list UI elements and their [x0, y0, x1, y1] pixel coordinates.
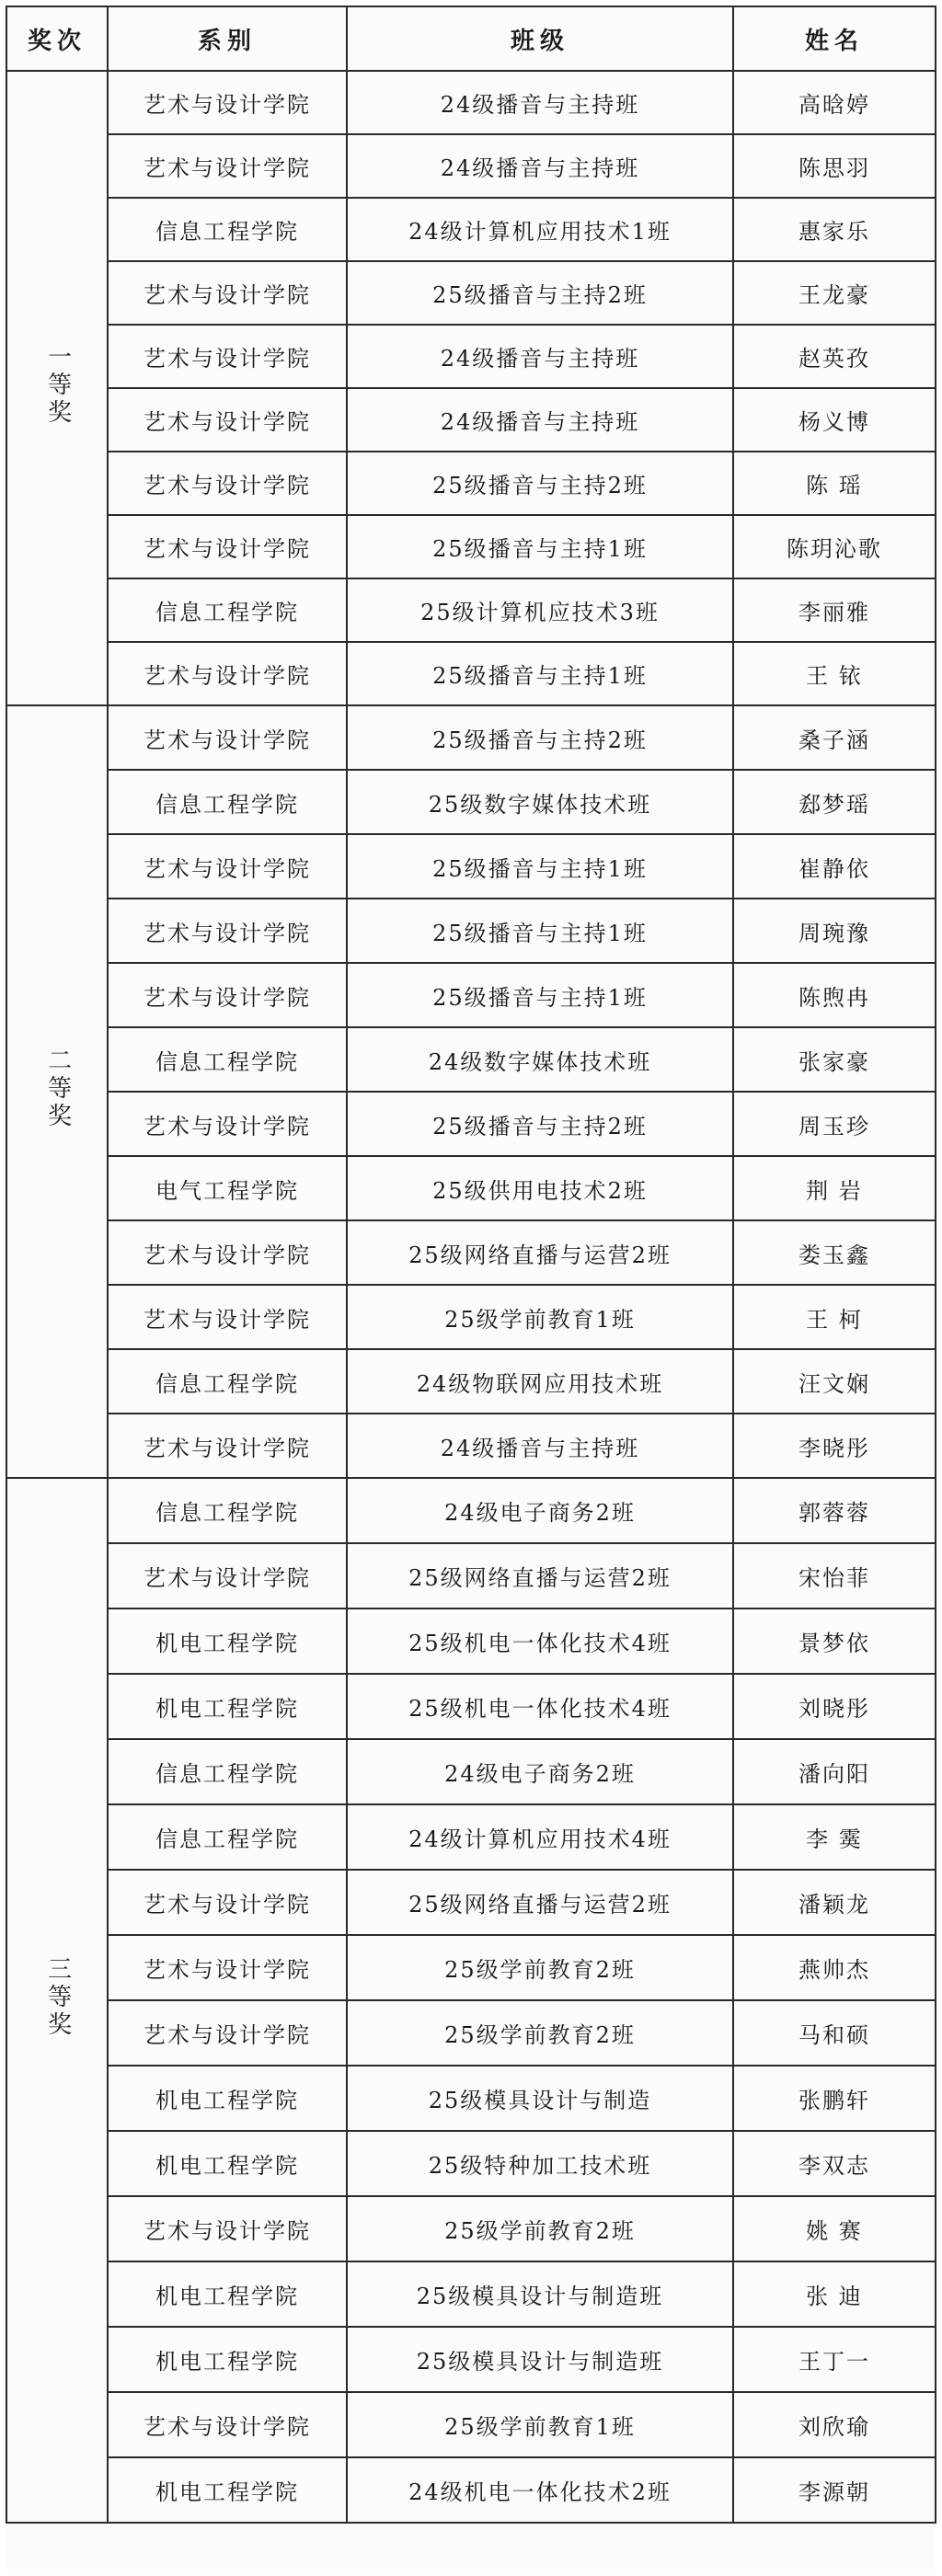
class-cell: 25级计算机应技术3班: [347, 578, 733, 642]
department-cell: 机电工程学院: [108, 1609, 347, 1674]
name-cell: 郭蓉蓉: [733, 1478, 936, 1543]
header-department: 系别: [108, 6, 347, 71]
table-row: [6, 2392, 936, 2457]
name-cell: 郄梦瑶: [733, 770, 936, 834]
award-table: [6, 6, 936, 2524]
department-cell: 艺术与设计学院: [108, 963, 347, 1027]
department-cell: 信息工程学院: [108, 1027, 347, 1092]
name-cell: 姚 赛: [733, 2196, 936, 2261]
class-cell: 24级电子商务2班: [347, 1739, 733, 1804]
table-row: [6, 1092, 936, 1156]
name-cell: 刘欣瑜: [733, 2392, 936, 2457]
tier-label-cell: [6, 705, 108, 1478]
department-cell: 艺术与设计学院: [108, 134, 347, 198]
table-row: [6, 388, 936, 452]
name-cell: 周玉珍: [733, 1092, 936, 1156]
class-cell: 25级播音与主持2班: [347, 261, 733, 325]
department-cell: 机电工程学院: [108, 2457, 347, 2523]
class-cell: 25级学前教育1班: [347, 2392, 733, 2457]
table-row: [6, 1543, 936, 1609]
table-row: [6, 899, 936, 963]
name-cell: 刘晓彤: [733, 1674, 936, 1739]
table-row: [6, 1414, 936, 1478]
header-name: 姓名: [733, 6, 936, 71]
name-cell: 李双志: [733, 2131, 936, 2196]
class-cell: 25级学前教育2班: [347, 1935, 733, 2000]
department-cell: 艺术与设计学院: [108, 1285, 347, 1349]
department-cell: 艺术与设计学院: [108, 388, 347, 452]
name-cell: 惠家乐: [733, 198, 936, 261]
name-cell: 宋怡菲: [733, 1543, 936, 1609]
tier-group-second: [6, 705, 936, 1478]
class-cell: 24级机电一体化技术2班: [347, 2457, 733, 2523]
name-cell: 桑子涵: [733, 705, 936, 770]
class-cell: 25级学前教育1班: [347, 1285, 733, 1349]
name-cell: 张家豪: [733, 1027, 936, 1092]
department-cell: 艺术与设计学院: [108, 1870, 347, 1935]
table-row: [6, 705, 936, 770]
department-cell: 信息工程学院: [108, 1739, 347, 1804]
department-cell: 艺术与设计学院: [108, 1092, 347, 1156]
department-cell: 艺术与设计学院: [108, 515, 347, 578]
department-cell: 艺术与设计学院: [108, 261, 347, 325]
table-row: [6, 198, 936, 261]
department-cell: 艺术与设计学院: [108, 1543, 347, 1609]
class-cell: 24级物联网应用技术班: [347, 1349, 733, 1414]
table-row: [6, 2261, 936, 2327]
department-cell: 艺术与设计学院: [108, 642, 347, 705]
class-cell: 24级播音与主持班: [347, 325, 733, 388]
department-cell: 信息工程学院: [108, 1349, 347, 1414]
name-cell: 杨义博: [733, 388, 936, 452]
table-row: [6, 2457, 936, 2523]
class-cell: 25级网络直播与运营2班: [347, 1220, 733, 1285]
name-cell: 王 铱: [733, 642, 936, 705]
department-cell: 信息工程学院: [108, 1478, 347, 1543]
tier-label-cell: [6, 71, 108, 705]
department-cell: 机电工程学院: [108, 2327, 347, 2392]
class-cell: 25级供用电技术2班: [347, 1156, 733, 1220]
name-cell: 赵英孜: [733, 325, 936, 388]
table-row: [6, 642, 936, 705]
department-cell: 信息工程学院: [108, 770, 347, 834]
tier-label: 二等奖: [43, 1048, 72, 1131]
table-row: [6, 452, 936, 515]
name-cell: 陈煦冉: [733, 963, 936, 1027]
table-row: [6, 1674, 936, 1739]
class-cell: 25级特种加工技术班: [347, 2131, 733, 2196]
name-cell: 王丁一: [733, 2327, 936, 2392]
name-cell: 汪文娴: [733, 1349, 936, 1414]
class-cell: 24级播音与主持班: [347, 1414, 733, 1478]
class-cell: 25级播音与主持1班: [347, 515, 733, 578]
table-row: [6, 71, 936, 134]
name-cell: 陈思羽: [733, 134, 936, 198]
class-cell: 25级播音与主持1班: [347, 899, 733, 963]
class-cell: 24级电子商务2班: [347, 1478, 733, 1543]
table-row: [6, 325, 936, 388]
department-cell: 信息工程学院: [108, 578, 347, 642]
department-cell: 艺术与设计学院: [108, 71, 347, 134]
name-cell: 马和硕: [733, 2000, 936, 2066]
table-row: [6, 1156, 936, 1220]
table-row: [6, 834, 936, 899]
department-cell: 艺术与设计学院: [108, 1935, 347, 2000]
table-header-row: [6, 6, 936, 71]
table-row: [6, 2131, 936, 2196]
class-cell: 24级计算机应用技术1班: [347, 198, 733, 261]
class-cell: 25级模具设计与制造班: [347, 2261, 733, 2327]
name-cell: 李源朝: [733, 2457, 936, 2523]
class-cell: 25级机电一体化技术4班: [347, 1674, 733, 1739]
class-cell: 25级模具设计与制造: [347, 2066, 733, 2131]
tier-label-cell: [6, 1478, 108, 2523]
department-cell: 机电工程学院: [108, 2066, 347, 2131]
department-cell: 信息工程学院: [108, 1804, 347, 1870]
name-cell: 潘颖龙: [733, 1870, 936, 1935]
table-row: [6, 963, 936, 1027]
name-cell: 荆 岩: [733, 1156, 936, 1220]
table-row: [6, 1478, 936, 1543]
class-cell: 25级播音与主持1班: [347, 834, 733, 899]
department-cell: 艺术与设计学院: [108, 899, 347, 963]
class-cell: 25级播音与主持2班: [347, 452, 733, 515]
class-cell: 25级网络直播与运营2班: [347, 1870, 733, 1935]
table-row: [6, 2000, 936, 2066]
tier-label: 一等奖: [43, 344, 72, 428]
tier-group-first: [6, 71, 936, 705]
table-row: [6, 1935, 936, 2000]
class-cell: 24级播音与主持班: [347, 388, 733, 452]
class-cell: 24级播音与主持班: [347, 71, 733, 134]
department-cell: 艺术与设计学院: [108, 452, 347, 515]
class-cell: 25级播音与主持1班: [347, 963, 733, 1027]
department-cell: 信息工程学院: [108, 198, 347, 261]
class-cell: 25级数字媒体技术班: [347, 770, 733, 834]
name-cell: 李丽雅: [733, 578, 936, 642]
department-cell: 电气工程学院: [108, 1156, 347, 1220]
class-cell: 24级计算机应用技术4班: [347, 1804, 733, 1870]
table-row: [6, 1285, 936, 1349]
award-list-document: [6, 6, 935, 2569]
name-cell: 王龙豪: [733, 261, 936, 325]
table-row: [6, 515, 936, 578]
table-row: [6, 2327, 936, 2392]
department-cell: 艺术与设计学院: [108, 2196, 347, 2261]
class-cell: 24级播音与主持班: [347, 134, 733, 198]
class-cell: 25级播音与主持2班: [347, 1092, 733, 1156]
class-cell: 25级播音与主持1班: [347, 642, 733, 705]
class-cell: 25级模具设计与制造班: [347, 2327, 733, 2392]
table-row: [6, 2066, 936, 2131]
name-cell: 王 柯: [733, 1285, 936, 1349]
class-cell: 25级播音与主持2班: [347, 705, 733, 770]
table-row: [6, 1870, 936, 1935]
tier-group-third: [6, 1478, 936, 2523]
table-row: [6, 1349, 936, 1414]
department-cell: 机电工程学院: [108, 2261, 347, 2327]
name-cell: 潘向阳: [733, 1739, 936, 1804]
class-cell: 25级网络直播与运营2班: [347, 1543, 733, 1609]
table-row: [6, 1804, 936, 1870]
name-cell: 景梦依: [733, 1609, 936, 1674]
department-cell: 艺术与设计学院: [108, 834, 347, 899]
name-cell: 李 霙: [733, 1804, 936, 1870]
name-cell: 李晓彤: [733, 1414, 936, 1478]
department-cell: 艺术与设计学院: [108, 2392, 347, 2457]
class-cell: 24级数字媒体技术班: [347, 1027, 733, 1092]
table-row: [6, 134, 936, 198]
class-cell: 25级机电一体化技术4班: [347, 1609, 733, 1674]
name-cell: 娄玉鑫: [733, 1220, 936, 1285]
class-cell: 25级学前教育2班: [347, 2000, 733, 2066]
department-cell: 艺术与设计学院: [108, 1414, 347, 1478]
table-row: [6, 578, 936, 642]
department-cell: 机电工程学院: [108, 1674, 347, 1739]
department-cell: 艺术与设计学院: [108, 2000, 347, 2066]
table-row: [6, 1027, 936, 1092]
table-row: [6, 1220, 936, 1285]
department-cell: 机电工程学院: [108, 2131, 347, 2196]
name-cell: 周琬豫: [733, 899, 936, 963]
name-cell: 高晗婷: [733, 71, 936, 134]
department-cell: 艺术与设计学院: [108, 1220, 347, 1285]
department-cell: 艺术与设计学院: [108, 705, 347, 770]
tier-label: 三等奖: [43, 1956, 72, 2040]
name-cell: 崔静依: [733, 834, 936, 899]
table-row: [6, 261, 936, 325]
table-row: [6, 2196, 936, 2261]
table-row: [6, 1609, 936, 1674]
name-cell: 陈 瑶: [733, 452, 936, 515]
table-row: [6, 770, 936, 834]
name-cell: 张鹏轩: [733, 2066, 936, 2131]
name-cell: 张 迪: [733, 2261, 936, 2327]
header-tier: 奖次: [6, 6, 108, 71]
table-row: [6, 1739, 936, 1804]
class-cell: 25级学前教育2班: [347, 2196, 733, 2261]
header-class: 班级: [347, 6, 733, 71]
name-cell: 陈玥沁歌: [733, 515, 936, 578]
department-cell: 艺术与设计学院: [108, 325, 347, 388]
name-cell: 燕帅杰: [733, 1935, 936, 2000]
